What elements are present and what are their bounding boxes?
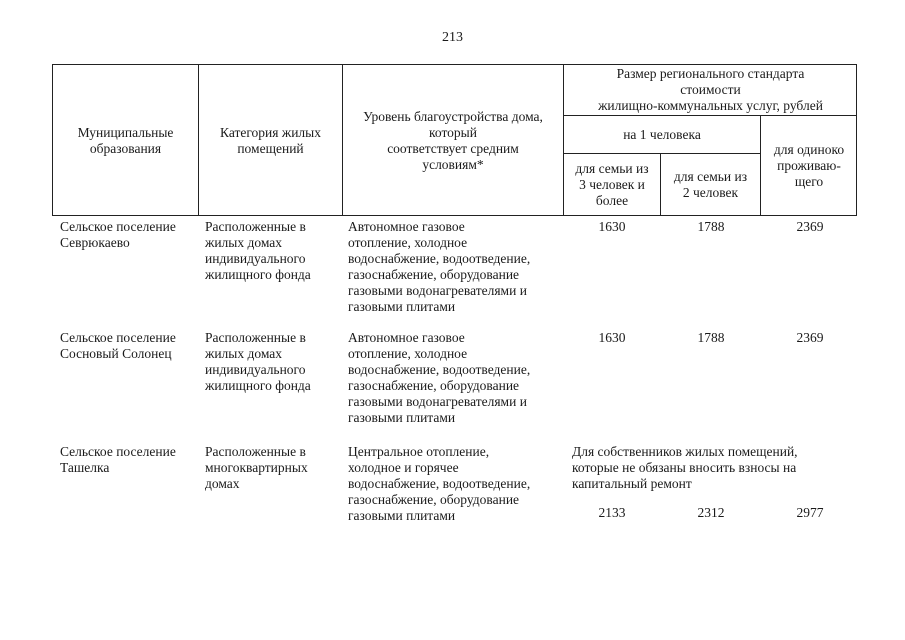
row3-note: Для собственников жилых помещений, которые не обязаны вносить взносы на капитальный ремонт	[572, 444, 798, 491]
row2-family2-value: 1788	[697, 330, 725, 345]
row2-level: Автономное газовое отопление, холодное водоснабжение, водоотведение, газоснабжение, оборудование газовыми водонагревателями и газовыми плитами	[348, 330, 531, 425]
row3-family2-value: 2312	[697, 505, 725, 520]
row2-municipality: Сельское поселение Сосновый Солонец	[60, 330, 176, 361]
row1-single-value: 2369	[796, 219, 824, 234]
row3-family3-value: 2133	[598, 505, 626, 520]
row1-family2-value: 1788	[697, 219, 725, 234]
row1-category: Расположенные в жилых домах индивидуального жилищного фонда	[205, 219, 311, 282]
header-family-3: для семьи из 3 человек и более	[575, 161, 649, 208]
row3-single-value: 2977	[796, 505, 824, 520]
header-category: Категория жилых помещений	[220, 124, 321, 156]
header-municipality: Муниципальные образования	[77, 124, 174, 156]
row1-family3-value: 1630	[598, 219, 626, 234]
row1-level: Автономное газовое отопление, холодное водоснабжение, водоотведение, газоснабжение, оборудование газовыми водонагревателями и газовыми плитами	[348, 219, 531, 314]
row1-municipality: Сельское поселение Севрюкаево	[60, 219, 176, 250]
header-standard-size: Размер регионального стандарта стоимости жилищно-коммунальных услуг, рублей	[598, 66, 823, 113]
header-single: для одиноко проживаю- щего	[773, 142, 845, 189]
table-header	[52, 64, 857, 216]
header-family-2: для семьи из 2 человек	[673, 169, 748, 200]
row3-municipality: Сельское поселение Ташелка	[60, 444, 176, 475]
header-per-person: на 1 человека	[623, 126, 701, 142]
row2-family3-value: 1630	[598, 330, 626, 345]
row2-single-value: 2369	[796, 330, 824, 345]
header-level: Уровень благоустройства дома, который соответствует средним условиям*	[363, 108, 543, 172]
page-number: 213	[442, 30, 463, 45]
row3-category: Расположенные в многоквартирных домах	[205, 444, 308, 491]
row3-level: Центральное отопление, холодное и горячее водоснабжение, водоотведение, газоснабжение, оборудование газовыми плитами	[348, 444, 531, 523]
row2-category: Расположенные в жилых домах индивидуального жилищного фонда	[205, 330, 311, 393]
